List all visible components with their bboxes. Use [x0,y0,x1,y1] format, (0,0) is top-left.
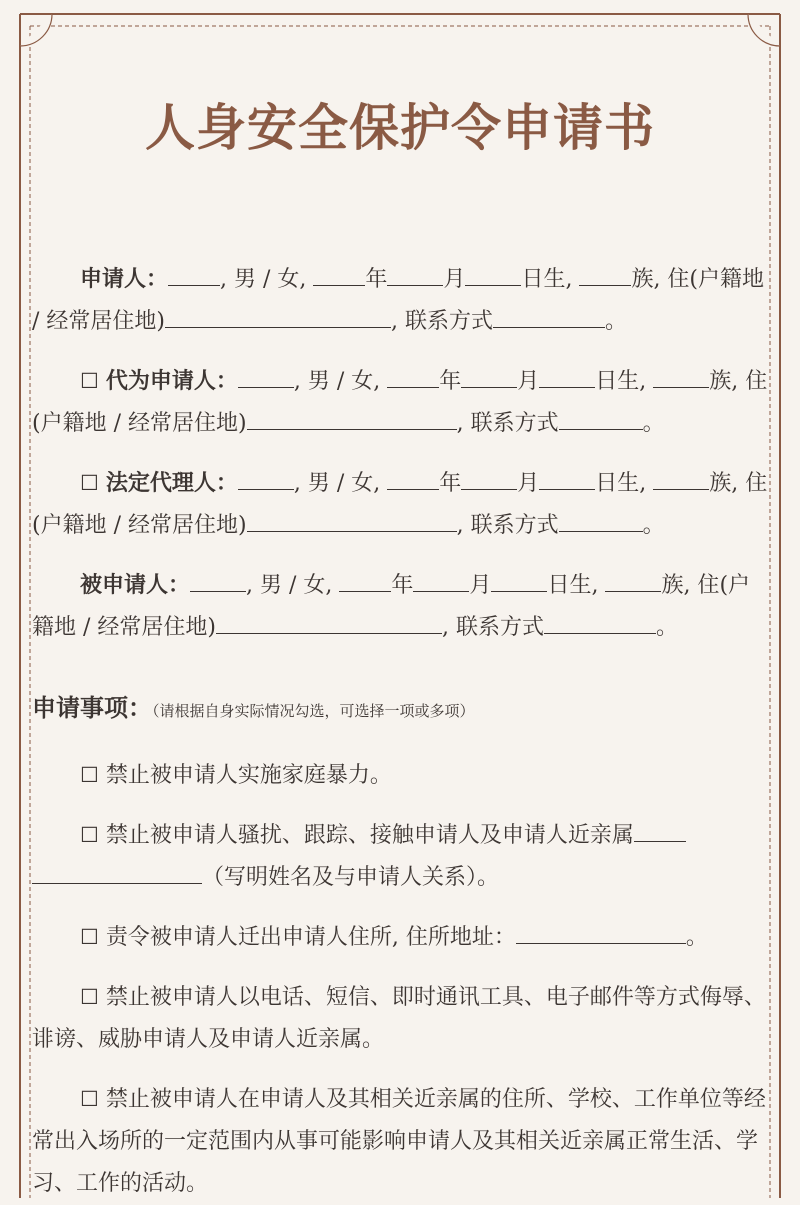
matter-item-5 [32,1078,772,1205]
relative-name-blank-2[interactable] [32,863,202,884]
ethnic-blank[interactable] [653,367,709,388]
ethnic-blank[interactable] [605,571,661,592]
birth-year-blank[interactable] [387,469,439,490]
end-text: 。 [605,309,628,334]
contact-blank[interactable] [559,511,643,532]
matter-item-4 [32,976,772,1061]
ethnic-text: 族, 住( [631,267,699,292]
relative-name-blank[interactable] [634,821,686,842]
matter-item-2 [32,814,772,899]
ethnic-text: 族, 住(户籍地 / 经常居住地) [32,471,768,538]
name-blank[interactable] [238,469,294,490]
contact-text: , 联系方式 [456,513,559,538]
birth-day-blank[interactable] [491,571,547,592]
address-blank[interactable] [247,511,457,532]
respondent-paragraph [32,564,772,649]
sex-text: , 男 / 女, [246,573,333,598]
matter-text: 责令被申请人迁出申请人住所, 住所地址： [105,925,516,950]
applicant-paragraph [32,258,772,343]
matter-tail: 。 [685,925,708,950]
month-text: 月 [517,471,540,496]
address-blank[interactable] [216,613,442,634]
birth-month-blank[interactable] [413,571,469,592]
matter-text: 禁止被申请人在申请人及其相关近亲属的住所、学校、工作单位等经常出入场所的一定范围内从事可能影响申请人及其相关近亲属正常生活、学习、工作的活动。 [32,1087,766,1196]
proxy-applicant-label: 代为申请人： [105,368,238,394]
birth-day-blank[interactable] [539,367,595,388]
address-blank[interactable] [165,307,391,328]
end-text: 。 [642,513,665,538]
birth-month-blank[interactable] [461,469,517,490]
year-text: 年 [391,573,414,598]
day-text: 日生, [547,573,599,598]
sex-text: , 男 / 女, [293,369,381,394]
checkbox-icon[interactable]: ☐ [80,1087,99,1111]
address-type-text: (户籍地 / 经常居住地) [32,573,751,640]
day-text: 日生, [595,369,647,394]
end-text: 。 [655,615,678,640]
birth-year-blank[interactable] [387,367,439,388]
day-text: 日生, [595,471,647,496]
sex-text: , 男 / 女, [293,471,381,496]
contact-text: , 联系方式 [441,615,544,640]
checkbox-icon[interactable]: ☐ [80,369,99,393]
checkbox-icon[interactable]: ☐ [80,471,99,495]
address-blank[interactable] [247,409,457,430]
contact-text: , 联系方式 [456,411,559,436]
year-text: 年 [439,369,462,394]
residence-address-blank[interactable] [516,923,686,944]
birth-month-blank[interactable] [387,265,443,286]
matter-text: 禁止被申请人以电话、短信、即时通讯工具、电子邮件等方式侮辱、诽谤、威胁申请人及申请人近亲属。 [32,985,766,1052]
checkbox-icon[interactable]: ☐ [80,823,99,847]
birth-month-blank[interactable] [461,367,517,388]
matters-heading-text: 申请事项： [32,693,152,722]
contact-blank[interactable] [493,307,605,328]
sex-text: , 男 / 女, [220,267,307,292]
address-type-text: 户籍地 / 经常居住地) [32,267,765,334]
matters-note: （请根据自身实际情况勾选，可选择一项或多项） [152,702,475,720]
birth-year-blank[interactable] [339,571,391,592]
page-title: 人身安全保护令申请书 [145,98,655,157]
contact-blank[interactable] [544,613,656,634]
ethnic-text: 族, 住(户籍地 / 经常居住地) [32,369,768,436]
month-text: 月 [517,369,540,394]
legal-agent-paragraph [32,462,772,547]
checkbox-icon[interactable]: ☐ [80,763,99,787]
day-text: 日生, [521,267,573,292]
matters-heading [32,687,772,732]
matter-text: 禁止被申请人实施家庭暴力。 [105,763,392,788]
matter-item-3 [32,916,772,959]
ethnic-text: 族, 住 [661,573,720,598]
form-body [32,258,772,1205]
end-text: 。 [642,411,665,436]
proxy-applicant-paragraph [32,360,772,445]
ethnic-blank[interactable] [653,469,709,490]
contact-blank[interactable] [559,409,643,430]
matter-text: 禁止被申请人骚扰、跟踪、接触申请人及申请人近亲属 [105,823,634,848]
year-text: 年 [439,471,462,496]
checkbox-icon[interactable]: ☐ [80,925,99,949]
matter-item-1 [32,754,772,797]
birth-year-blank[interactable] [313,265,365,286]
contact-text: , 联系方式 [391,309,493,334]
year-text: 年 [365,267,388,292]
name-blank[interactable] [238,367,294,388]
month-text: 月 [443,267,466,292]
ethnic-blank[interactable] [579,265,631,286]
name-blank[interactable] [190,571,246,592]
birth-day-blank[interactable] [465,265,521,286]
name-blank[interactable] [168,265,220,286]
matter-tail: （写明姓名及与申请人关系）。 [202,865,500,890]
month-text: 月 [469,573,492,598]
respondent-label: 被申请人： [80,572,191,598]
checkbox-icon[interactable]: ☐ [80,985,99,1009]
legal-agent-label: 法定代理人： [105,470,238,496]
birth-day-blank[interactable] [539,469,595,490]
applicant-label: 申请人： [80,266,169,292]
